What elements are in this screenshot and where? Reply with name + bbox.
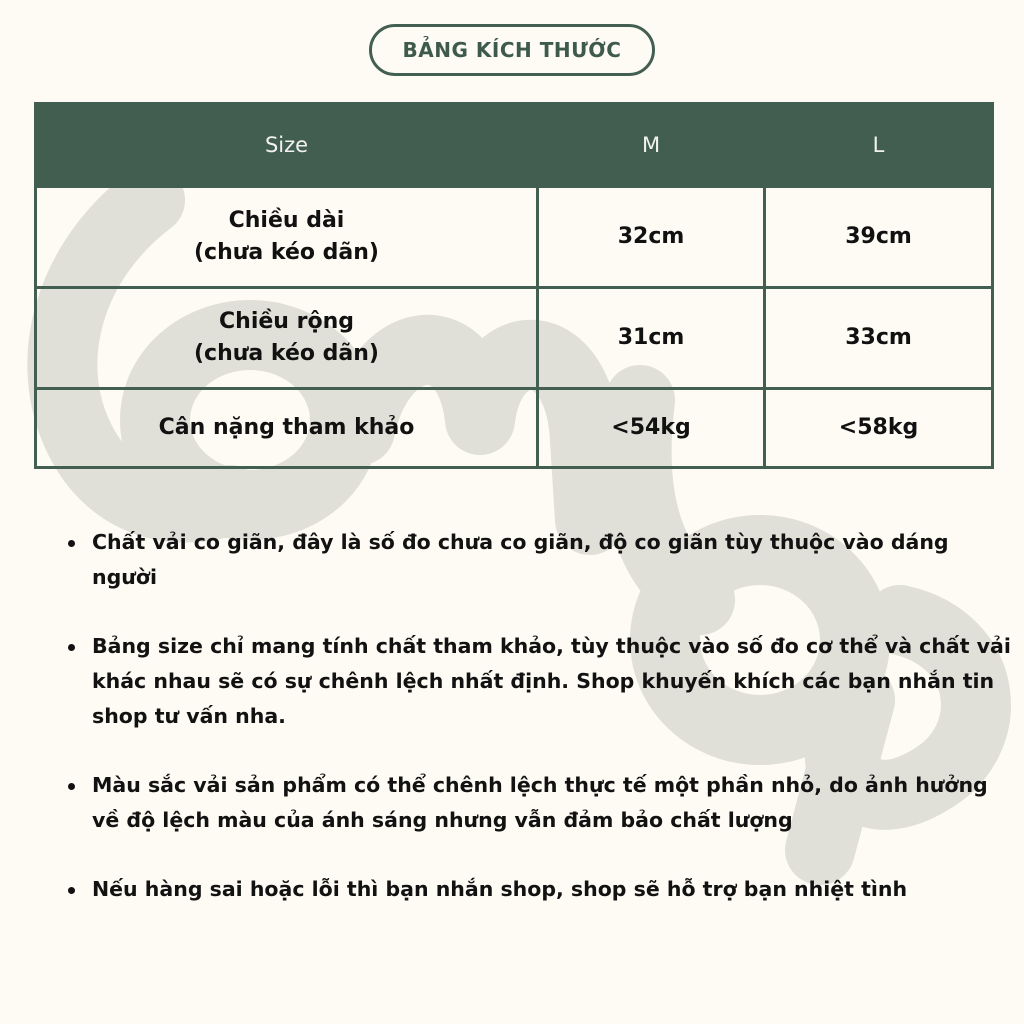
value-l: 33cm bbox=[765, 288, 993, 389]
table-row bbox=[36, 288, 993, 389]
note-item: Chất vải co giãn, đây là số đo chưa co giãn, độ co giãn tùy thuộc vào dáng người bbox=[92, 525, 1012, 595]
value-m: 32cm bbox=[538, 187, 765, 288]
row-label bbox=[36, 288, 538, 389]
header-m: M bbox=[538, 104, 765, 187]
row-label bbox=[36, 187, 538, 288]
row-label-line: Chiều rộng bbox=[219, 309, 354, 334]
value-m: 31cm bbox=[538, 288, 765, 389]
header-l: L bbox=[765, 104, 993, 187]
value-l: 39cm bbox=[765, 187, 993, 288]
table-header-row bbox=[36, 104, 993, 187]
note-item: Bảng size chỉ mang tính chất tham khảo, tùy thuộc vào số đo cơ thể và chất vải khác nhau sẽ có sự chênh lệch nhất định. Shop khuyến khích các bạn nhắn tin shop tư vấn nha. bbox=[92, 629, 1012, 734]
row-label-line: (chưa kéo dãn) bbox=[194, 240, 379, 265]
page-title: BẢNG KÍCH THƯỚC bbox=[369, 24, 655, 76]
table-row bbox=[36, 187, 993, 288]
size-table bbox=[34, 102, 994, 469]
value-m: <54kg bbox=[538, 389, 765, 468]
row-label-line: (chưa kéo dãn) bbox=[194, 341, 379, 366]
notes-list bbox=[60, 525, 1012, 941]
table-row bbox=[36, 389, 993, 468]
note-item: Nếu hàng sai hoặc lỗi thì bạn nhắn shop, shop sẽ hỗ trợ bạn nhiệt tình bbox=[92, 872, 1012, 907]
value-l: <58kg bbox=[765, 389, 993, 468]
note-item: Màu sắc vải sản phẩm có thể chênh lệch thực tế một phần nhỏ, do ảnh hưởng về độ lệch màu của ánh sáng nhưng vẫn đảm bảo chất lượng bbox=[92, 768, 1012, 838]
row-label-line: Chiều dài bbox=[228, 208, 345, 233]
header-size: Size bbox=[36, 104, 538, 187]
row-label-line: Cân nặng tham khảo bbox=[158, 415, 415, 440]
row-label bbox=[36, 389, 538, 468]
